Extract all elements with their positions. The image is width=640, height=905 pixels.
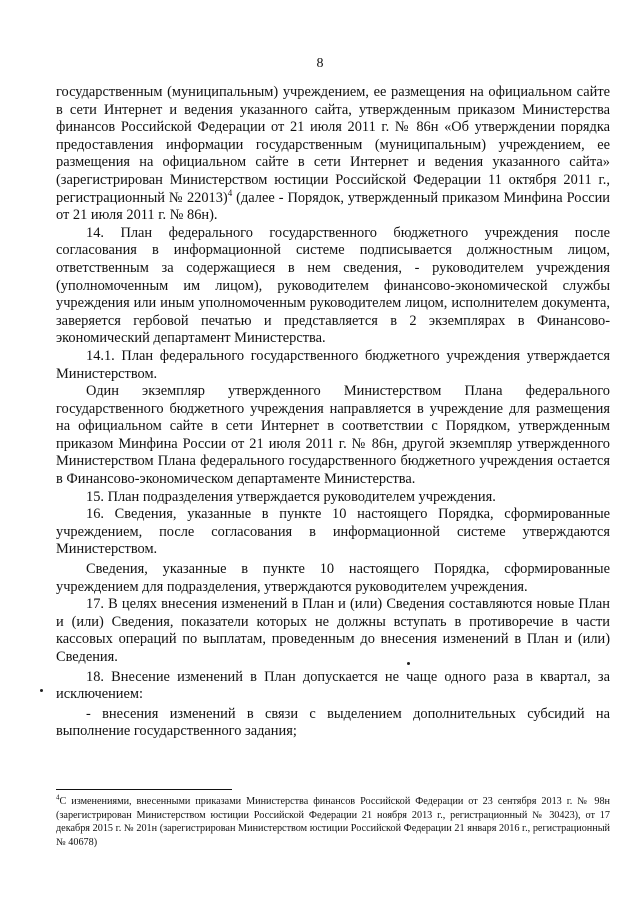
footnote-divider (56, 789, 232, 790)
paragraph-copy-distribution: Один экземпляр утвержденного Министерством Плана федерального государственного бюджетного учреждения направляется в учреждение для размещения на официальном сайте в сети Интернет в соответствии с Порядком, утвержденным приказом Минфина России от 21 июля 2011 г. № 86н, другой экземпляр утвержденного Министерством Плана федерального государственного бюджетного учреждения остается в Финансово-экономическом департаменте Министерства. (56, 383, 610, 488)
paragraph-item-16: 16. Сведения, указанные в пункте 10 настоящего Порядка, сформированные учреждением, после согласования в информационной системе утверждаются Министерством. (56, 506, 610, 558)
paragraph-info-subdivision: Сведения, указанные в пункте 10 настоящего Порядка, сформированные учреждением для подразделения, утверждаются руководителем учреждения. (56, 561, 610, 595)
footnote-text: С изменениями, внесенными приказами Министерства финансов Российской Федерации от 23 сентября 2013 г. № 98н (зарегистрирован Министерством юстиции Российской Федерации 21 ноября 2013 г., регистрационный № 30423), от 17 декабря 2015 г. № 201н (зарегистрирован Министерством юстиции Российской Федерации 21 января 2016 г., регистрационный № 40678) (56, 796, 610, 848)
paragraph-continuation (56, 84, 610, 225)
paragraph-item-14-1: 14.1. План федерального государственного бюджетного учреждения утверждается Министерством. (56, 347, 610, 382)
paragraph-item-14: 14. План федерального государственного бюджетного учреждения после согласования в информационной системе подписывается должностным лицом, ответственным за содержащиеся в нем сведения, - руководителем учреждения (уполномоченным им лицом), руководителем финансово-экономической службы учреждения или иным уполномоченным руководителем лицом, исполнителем документа, заверяется гербовой печатью и представляется в 2 экземплярах в Финансово-экономический департамент Министерства. (56, 224, 610, 347)
scan-speck (40, 689, 43, 692)
paragraph-text: государственным (муниципальным) учреждением, ее размещения на официальном сайте в сети Интернет и ведения указанного сайта, утвержденным приказом Министерства финансов Российской Федерации от 21 июля 2011 г. № 86н «Об утверждении порядка предоставления информации государственным (муниципальным) учреждением, ее размещения на официальном сайте в сети Интернет и ведения указанного сайта» (зарегистрирован Министерством юстиции Российской Федерации 11 октября 2011 г., регистрационный № 22013) (56, 84, 610, 206)
scan-speck (407, 662, 410, 665)
paragraph-item-17: 17. В целях внесения изменений в План и (или) Сведения составляются новые План и (или) Сведения, показатели которых не должны вступать в противоречие в части кассовых операций по выплатам, проведенным до внесения изменений в План и (или) Сведения. (56, 596, 610, 665)
page-number: 8 (316, 56, 324, 71)
document-body (56, 84, 610, 741)
footnote (56, 795, 610, 849)
paragraph-text-tail: (далее - Порядок, утвержденный приказом Минфина России от 21 июля 2011 г. № 86н). (56, 189, 611, 224)
paragraph-item-18: 18. Внесение изменений в План допускается не чаще одного раза в квартал, за исключением: (56, 668, 610, 703)
footnote-marker: 4 (56, 793, 60, 802)
footnote-reference: 4 (227, 187, 233, 198)
paragraph-list-item: - внесения изменений в связи с выделением дополнительных субсидий на выполнение государственного задания; (56, 705, 610, 740)
paragraph-item-15: 15. План подразделения утверждается руководителем учреждения. (86, 488, 496, 505)
